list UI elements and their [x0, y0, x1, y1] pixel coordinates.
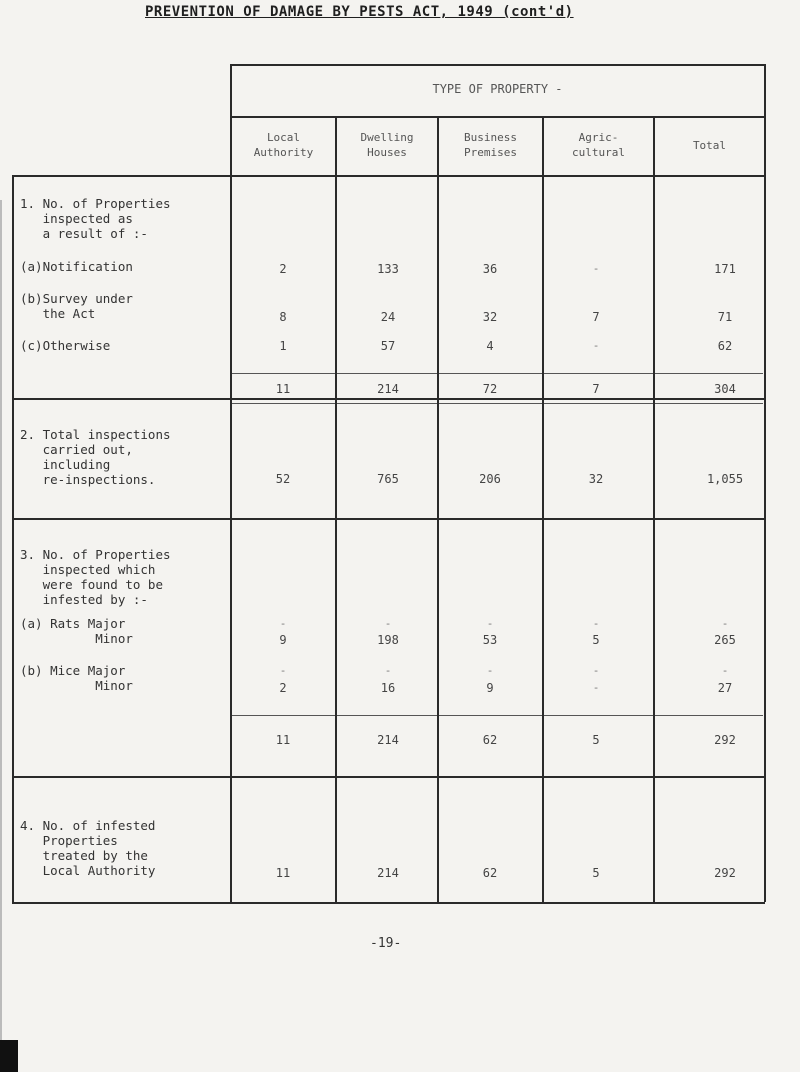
- cell: 71: [717, 310, 733, 324]
- cell: 72: [482, 382, 498, 396]
- cell: 53: [482, 633, 498, 647]
- cell: 57: [380, 339, 396, 353]
- cell: -: [592, 262, 600, 275]
- cell: 171: [714, 262, 736, 276]
- scan-edge-mark: [0, 1040, 18, 1072]
- section4-label: 4. No. of infested Properties treated by the Local Authority: [20, 818, 156, 878]
- right-border: [764, 64, 766, 902]
- col-header-dwelling-houses: Dwelling Houses: [360, 131, 414, 159]
- cell: 16: [380, 681, 396, 695]
- cell: 8: [279, 310, 287, 324]
- cell: 24: [380, 310, 396, 324]
- cell: 62: [717, 339, 733, 353]
- cell: 2: [279, 262, 287, 276]
- cell: 32: [588, 472, 604, 486]
- cell: 62: [482, 866, 498, 880]
- section2-label: 2. Total inspections carried out, including re-inspections.: [20, 427, 171, 487]
- row-label-mice: (b) Mice Major Minor: [20, 663, 133, 693]
- row-label-rats: (a) Rats Major Minor: [20, 616, 133, 646]
- cell: 133: [377, 262, 399, 276]
- cell: 265: [714, 633, 736, 647]
- section3-label: 3. No. of Properties inspected which were found to be infested by :-: [20, 547, 171, 607]
- col-divider-1: [230, 64, 232, 902]
- cell: -: [592, 339, 600, 352]
- cell: 11: [275, 733, 291, 747]
- cell: 27: [717, 681, 733, 695]
- cell: 11: [275, 382, 291, 396]
- cell: 292: [714, 733, 736, 747]
- table-top-rule: [230, 64, 765, 66]
- col-header-business-premises: Business Premises: [464, 131, 517, 159]
- section1-label: 1. No. of Properties inspected as a result of :-: [20, 196, 171, 241]
- cell: 5: [592, 633, 600, 647]
- row-label-survey: (b)Survey under the Act: [20, 291, 133, 321]
- cell: 214: [377, 866, 399, 880]
- cell: 32: [482, 310, 498, 324]
- cell: 5: [592, 733, 600, 747]
- cell: 214: [377, 382, 399, 396]
- header-rule: [230, 116, 765, 118]
- page-title: PREVENTION OF DAMAGE BY PESTS ACT, 1949 (cont'd): [145, 4, 574, 20]
- col-divider-4: [542, 116, 544, 902]
- section1-subtotal-rule: [232, 373, 763, 374]
- row-label-otherwise: (c)Otherwise: [20, 338, 111, 353]
- cell: 2: [279, 681, 287, 695]
- type-of-property-header: TYPE OF PROPERTY -: [432, 82, 563, 96]
- cell: 765: [377, 472, 399, 486]
- cell: 52: [275, 472, 291, 486]
- cell: 292: [714, 866, 736, 880]
- cell: 206: [479, 472, 501, 486]
- col-header-agricultural: Agric- cultural: [572, 131, 625, 159]
- cell: 5: [592, 866, 600, 880]
- section3-subtotal-rule: [232, 715, 763, 716]
- cell: 1,055: [706, 472, 744, 486]
- page-number: -19-: [370, 936, 402, 951]
- left-border: [12, 175, 14, 902]
- col-divider-3: [437, 116, 439, 902]
- section1-subtotal-underline: [232, 403, 763, 404]
- cell: 4: [486, 339, 494, 353]
- cell: 304: [714, 382, 736, 396]
- scan-edge-line: [0, 200, 2, 1040]
- cell: 198: [377, 633, 399, 647]
- cell: 7: [592, 310, 600, 324]
- col-divider-2: [335, 116, 337, 902]
- row-label-notification: (a)Notification: [20, 259, 133, 274]
- cell: 9: [279, 633, 287, 647]
- cell: 62: [482, 733, 498, 747]
- cell: 7: [592, 382, 600, 396]
- cell: 9: [486, 681, 494, 695]
- col-header-local-authority: Local Authority: [253, 131, 314, 159]
- cell: 11: [275, 866, 291, 880]
- cell: 36: [482, 262, 498, 276]
- cell: -: [592, 681, 600, 694]
- cell: 1: [279, 339, 287, 353]
- table-bottom-rule: [12, 902, 765, 904]
- col-header-total: Total: [692, 139, 727, 152]
- cell: 214: [377, 733, 399, 747]
- col-divider-5: [653, 116, 655, 902]
